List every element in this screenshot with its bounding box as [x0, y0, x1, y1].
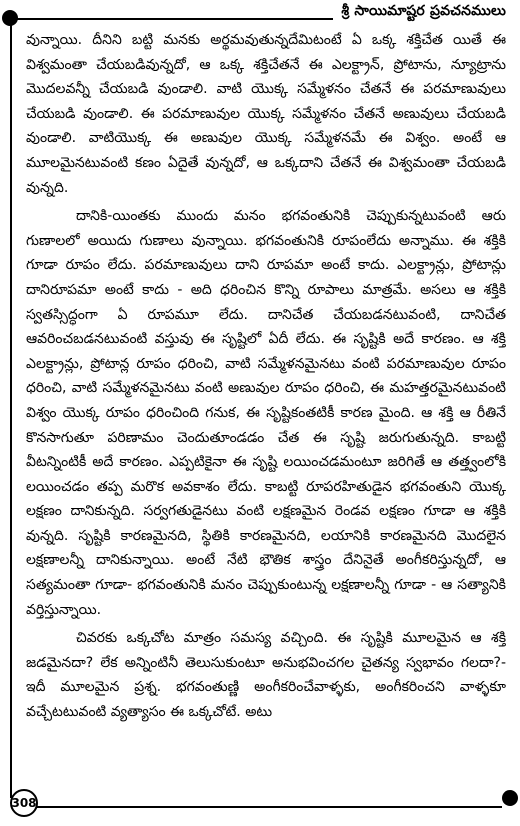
page-number: 308 [10, 789, 38, 817]
running-header-title: శ్రీ సాయిమాష్టర ప్రవచనములు [333, 3, 510, 22]
footer-bullet-ornament [502, 790, 518, 806]
footer-rule [30, 806, 502, 808]
body-text [26, 28, 506, 725]
paragraph-3: చివరకు ఒక్కచోట మాత్రం సమస్య వచ్చింది. ఈ సృష్టికి మూలమైన ఆ శక్తి జడమైనదా? లేక అన్నింటినీ తెలుసుకుంటూ అనుభవించగల చైతన్య స్వభావం గలదా?- ఇదీ మూలమైన ప్రశ్న. భగవంతుణ్ణి అంగీకరించేవాళ్ళకు, అంగీకరించని వాళ్ళకూ వచ్చేటటువంటి వ్యత్యాసం ఈ ఒక్కచోటే. అటు [26, 630, 506, 721]
left-margin-rule [10, 18, 12, 798]
paragraph-2: దానికి-యింతకు ముందు మనం భగవంతునికి చెప్పుకున్నటువంటి ఆరు గుణాలలో అయిదు గుణాలు వున్నాయి. భగవంతునికి రూపంలేదు అన్నాము. ఈ శక్తికి గూడా రూపం లేదు. పరమాణువులు దాని రూపమా అంటే కాదు. ఎలక్ట్రాన్లు, ప్రోటాన్లు దానిరూపమా అంటే కాదు - అది ధరించిన కొన్ని రూపాలు మాత్రమే. అసలు ఆ శక్తికి స్వతస్సిద్ధంగా ఏ రూపమూ లేదు. దానిచేత చేయబడనటువంటి, దానిచేత ఆవరించబడనటువంటి వస్తువు ఈ సృష్టిలో ఏదీ లేదు. ఈ సృష్టికి అదే కారణం. ఆ శక్తి ఎలక్ట్రాన్లు, ప్రోటాన్ల రూపం ధరించి, వాటి సమ్మేళనమైనటు వంటి పరమాణువుల రూపం ధరించి, వాటి సమ్మేళనమైనటు వంటి అణువుల రూపం ధరించి, ఈ మహత్తరమైనటువంటి విశ్వం యొక్క రూపం ధరించింది గనుక, ఈ సృష్టికంతటికీ కారణ మైంది. ఆ శక్తి ఆ రీతినే కొనసాగుతూ పరిణామం చెందుతూండడం చేత ఈ సృష్టి జరుగుతున్నది. కాబట్టి వీటన్నింటికీ అదే కారణం. ఎప్పటికైనా ఈ సృష్టి లయించడమంటూ జరిగితే ఆ తత్త్వంలోకి లయించడం తప్ప మరొక అవకాశం లేదు. కాబట్టి రూపరహితుడైన భగవంతుని యొక్క లక్షణం దానికున్నది. సర్వగతుడైనటు వంటి లక్షణమైన రెండవ లక్షణం గూడా ఆ శక్తికి వున్నది. సృష్టికి కారణమైనది, స్థితికి కారణమైనది, లయానికి కారణమైనది మొదలైన లక్షణాలన్నీ దానికున్నాయి. అంటే నేటి భౌతిక శాస్త్రం దేనినైతే అంగీకరిస్తున్నదో, ఆ సత్యమంతా గూడా- భగవంతునికి మనం చెప్పుకుంటున్న లక్షణాలన్నీ గూడా - ఆ సత్యానికి వర్తిస్తున్నాయి. [26, 208, 506, 618]
paragraph-1: వున్నాయి. దీనిని బట్టి మనకు అర్థమవుతున్నదేమిటంటే ఏ ఒక్క శక్తిచేత యితే ఈ విశ్వమంతా చేయబడివున్నదో, ఆ ఒక్క శక్తిచేతనే ఈ ఎలక్ట్రాన్, ప్రోటాను, న్యూట్రాను మొదలవన్నీ చేయబడి వుండాలి. వాటి యొక్క సమ్మేళనం చేతనే ఈ పరమాణువులు చేయబడి వుండాలి. ఈ పరమాణువుల యొక్క సమ్మేళనం చేతనే అణువులు చేయబడి వుండాలి. వాటియొక్క ఈ అణువుల యొక్క సమ్మేళనమే ఈ విశ్వం. అంటే ఆ మూలమైనటువంటి కణం ఏదైతే వున్నదో, ఆ ఒక్కదాని చేతనే ఈ విశ్వమంతా చేయబడి వున్నది. [26, 32, 506, 196]
